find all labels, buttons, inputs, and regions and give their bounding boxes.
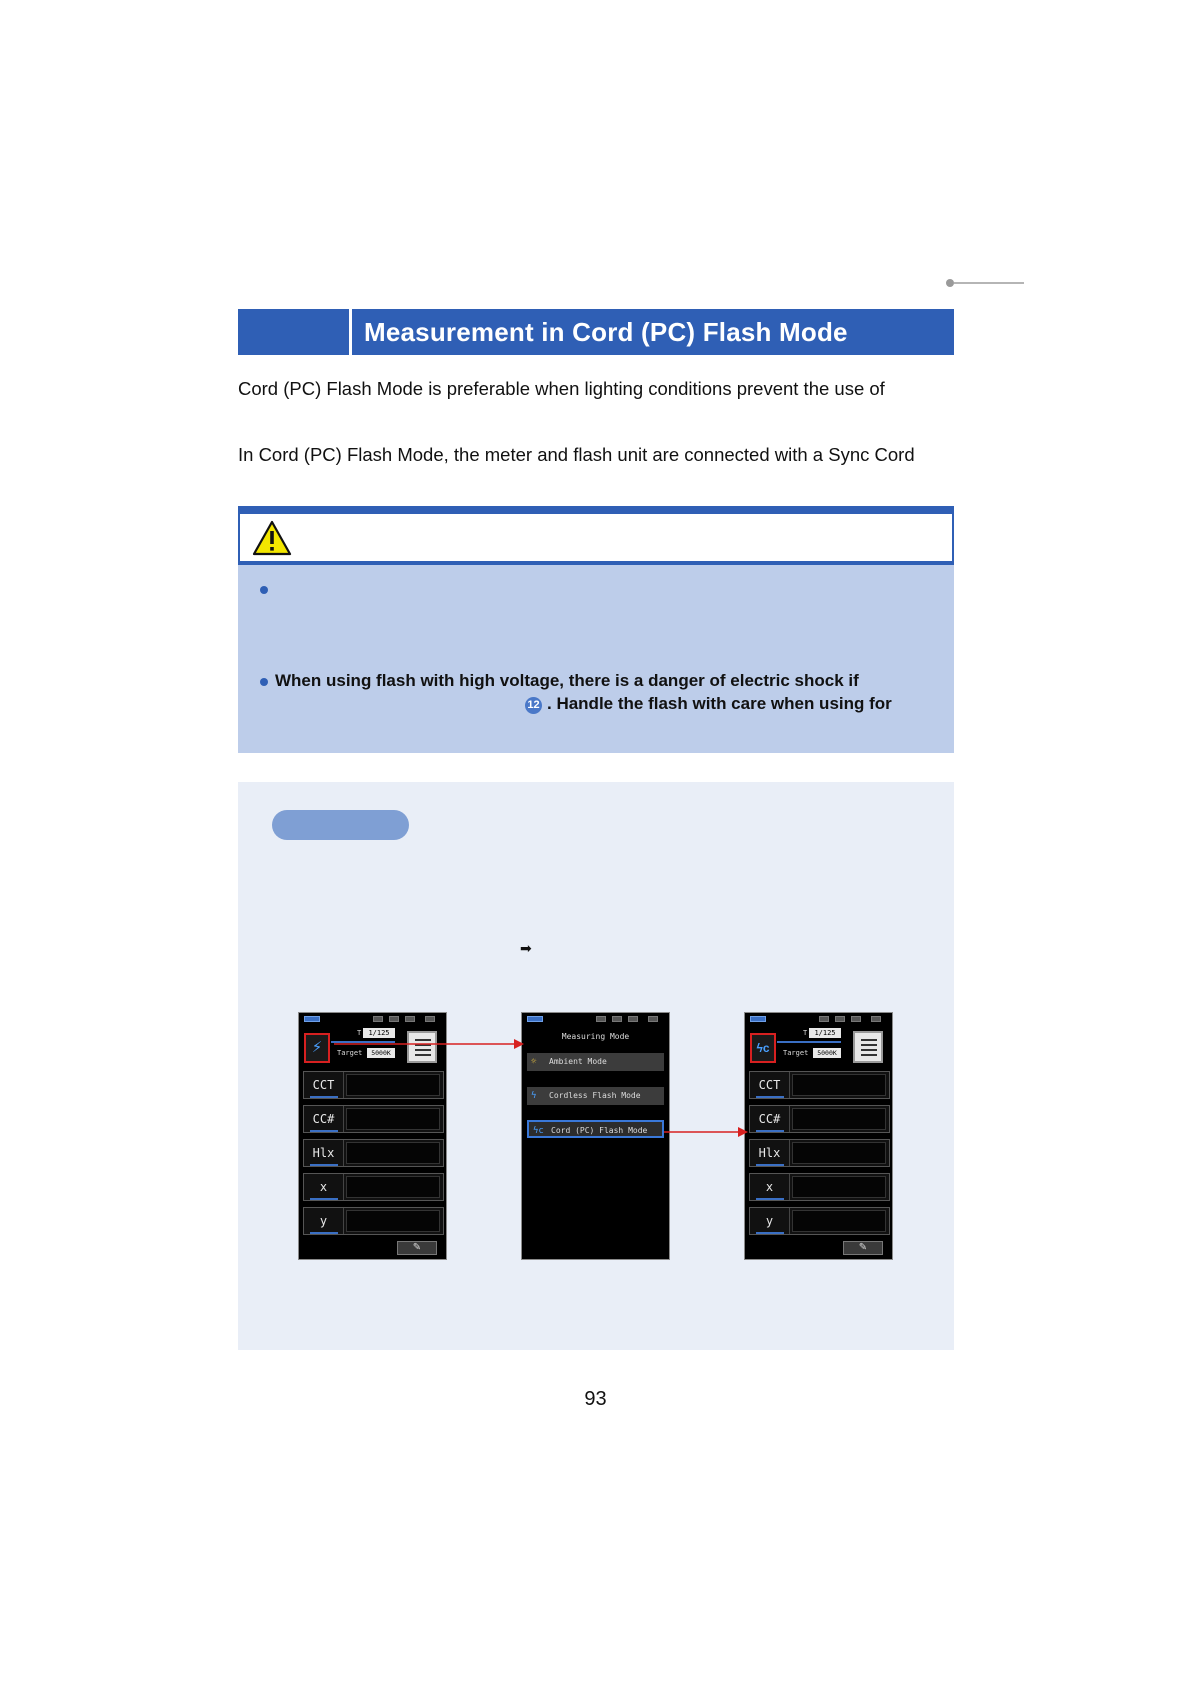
target-value[interactable]: 5000K [813, 1048, 841, 1058]
row-value [346, 1210, 440, 1232]
arrow-to-menu [334, 1034, 524, 1054]
warning-triangle-icon [252, 520, 292, 556]
row-underline [310, 1130, 338, 1132]
warning-bullet-2 [260, 678, 268, 686]
cord-flash-mode-icon[interactable]: ϟc [750, 1033, 776, 1063]
measure-row[interactable] [749, 1139, 890, 1167]
corner-dot [946, 279, 954, 287]
menu-title: Measuring Mode [561, 1032, 630, 1041]
menu-item-label: Cord (PC) Flash Mode [551, 1126, 648, 1135]
row-underline [310, 1096, 338, 1098]
menu-item-cord-pc[interactable] [527, 1120, 664, 1138]
battery-icon [527, 1016, 543, 1022]
status-indicator [373, 1016, 383, 1022]
flash-mode-icon[interactable]: ⚡ [304, 1033, 330, 1063]
row-label: CC# [750, 1106, 790, 1132]
warning-body [238, 565, 954, 753]
warning-bullet-1 [260, 586, 268, 594]
status-indicator [835, 1016, 845, 1022]
row-underline [756, 1164, 784, 1166]
shutter-value[interactable]: 1/125 [809, 1028, 841, 1038]
shutter-label: T [357, 1029, 362, 1037]
battery-icon [304, 1016, 320, 1022]
row-underline [310, 1232, 338, 1234]
row-value [346, 1176, 440, 1198]
menu-item-label: Ambient Mode [549, 1057, 607, 1066]
screen-header [747, 1025, 890, 1069]
cord-flash-icon: ϟc [533, 1126, 544, 1136]
status-indicator [596, 1016, 606, 1022]
row-label: CCT [304, 1072, 344, 1098]
measure-row[interactable] [303, 1071, 444, 1099]
warning-top-rule [238, 506, 954, 514]
row-label: y [750, 1208, 790, 1234]
row-underline [310, 1198, 338, 1200]
menu-item-cordless[interactable] [527, 1087, 664, 1105]
row-label: Hlx [750, 1140, 790, 1166]
row-value [346, 1108, 440, 1130]
measure-row[interactable] [303, 1139, 444, 1167]
target-label: Target [337, 1049, 363, 1057]
intro-paragraph-2: In Cord (PC) Flash Mode, the meter and flash unit are connected with a Sync Cord [238, 444, 915, 465]
sun-icon: ☼ [531, 1057, 537, 1067]
arrow-to-result [664, 1122, 748, 1142]
status-indicator [628, 1016, 638, 1022]
wrench-icon[interactable]: ✎ [843, 1241, 883, 1255]
reference-number-badge: 12 [525, 697, 542, 714]
shutter-label: T [803, 1029, 808, 1037]
row-value [792, 1142, 886, 1164]
procedure-label-pill [272, 810, 409, 840]
measure-row[interactable] [303, 1207, 444, 1235]
shutter-underline [777, 1041, 841, 1043]
title-divider [349, 309, 352, 355]
target-label: Target [783, 1049, 809, 1057]
row-label: Hlx [304, 1140, 344, 1166]
row-value [346, 1142, 440, 1164]
status-indicator [425, 1016, 435, 1022]
row-value [792, 1108, 886, 1130]
status-bar [301, 1014, 444, 1024]
warning-text-line2 [525, 694, 892, 714]
warning-header [238, 514, 954, 562]
status-bar [524, 1014, 667, 1024]
measure-row[interactable] [749, 1173, 890, 1201]
row-label: CCT [750, 1072, 790, 1098]
section-title-bar [238, 309, 954, 355]
procedure-panel [238, 782, 954, 1350]
row-underline [310, 1164, 338, 1166]
measure-row[interactable] [303, 1173, 444, 1201]
memory-icon[interactable] [853, 1031, 883, 1063]
measure-row[interactable] [749, 1105, 890, 1133]
row-underline [756, 1130, 784, 1132]
corner-decoration [946, 278, 1026, 288]
row-label: x [750, 1174, 790, 1200]
status-bar [747, 1014, 890, 1024]
warning-text-line1: When using flash with high voltage, there is a danger of electric shock if [275, 671, 859, 690]
section-title: Measurement in Cord (PC) Flash Mode [364, 317, 848, 347]
measure-row[interactable] [749, 1071, 890, 1099]
flash-icon: ϟ [531, 1091, 537, 1101]
row-label: y [304, 1208, 344, 1234]
row-underline [756, 1198, 784, 1200]
status-indicator [405, 1016, 415, 1022]
battery-icon [750, 1016, 766, 1022]
row-label: CC# [304, 1106, 344, 1132]
shutter-value[interactable]: 1/125 [363, 1028, 395, 1038]
row-underline [756, 1232, 784, 1234]
measure-row[interactable] [749, 1207, 890, 1235]
status-indicator [389, 1016, 399, 1022]
row-label: x [304, 1174, 344, 1200]
status-indicator [851, 1016, 861, 1022]
target-value[interactable]: 5000K [367, 1048, 395, 1058]
page-number: 93 [584, 1388, 607, 1410]
row-underline [756, 1096, 784, 1098]
row-value [792, 1176, 886, 1198]
wrench-icon[interactable]: ✎ [397, 1241, 437, 1255]
warning-text-line2-content: . Handle the flash with care when using for [547, 694, 892, 713]
right-arrow-icon: ➡ [520, 940, 532, 956]
menu-item-ambient[interactable] [527, 1053, 664, 1071]
corner-line [954, 282, 1024, 284]
row-value [792, 1210, 886, 1232]
menu-item-label: Cordless Flash Mode [549, 1091, 641, 1100]
status-indicator [871, 1016, 881, 1022]
row-value [346, 1074, 440, 1096]
screen-menu [521, 1012, 670, 1260]
measure-row[interactable] [303, 1105, 444, 1133]
status-indicator [648, 1016, 658, 1022]
status-indicator [819, 1016, 829, 1022]
row-value [792, 1074, 886, 1096]
screen-after [744, 1012, 893, 1260]
intro-paragraph-1: Cord (PC) Flash Mode is preferable when lighting conditions prevent the use of [238, 378, 885, 399]
status-indicator [612, 1016, 622, 1022]
